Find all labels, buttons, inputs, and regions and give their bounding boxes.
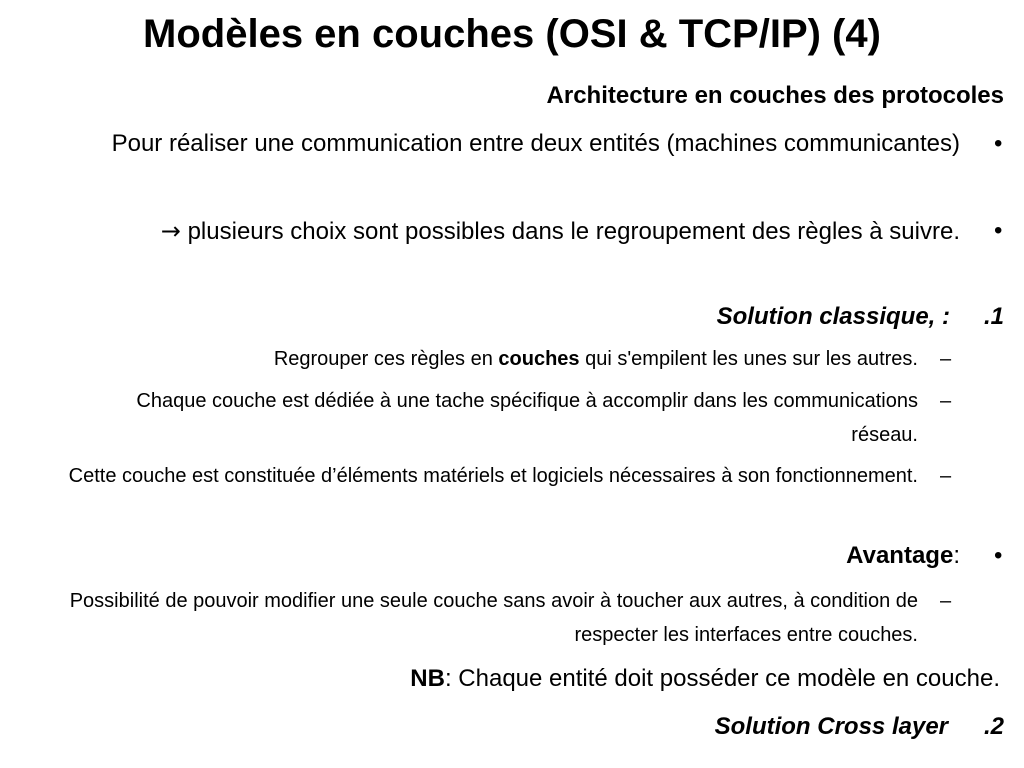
arrow-icon: →	[160, 217, 181, 245]
nb-label: NB	[410, 665, 445, 692]
bullet-marker: •	[994, 130, 1003, 157]
avantage-label: Avantage	[846, 542, 954, 569]
avantage-heading	[846, 536, 960, 576]
bullet-intro-text: Pour réaliser une communication entre deux entités (machines communicantes)	[111, 130, 960, 157]
sub-item-elements: Cette couche est constituée d’éléments matériels et logiciels nécessaires à son fonctionnement.	[68, 465, 918, 487]
bullet-marker: •	[994, 217, 1003, 244]
dash-marker: –	[940, 390, 952, 412]
sub-item-couches-bold: couches	[498, 348, 580, 370]
dash-marker: –	[940, 348, 952, 370]
nb-note	[410, 659, 1000, 699]
bullet-choices	[50, 211, 960, 252]
bullet-choices-text: plusieurs choix sont possibles dans le regroupement des règles à suivre.	[187, 218, 960, 245]
bullet-marker: •	[994, 542, 1003, 569]
subtitle: Architecture en couches des protocoles	[546, 82, 1004, 109]
sub-item-couches-after: qui s'empilent les unes sur les autres.	[579, 348, 918, 370]
solution-classique-label: Solution classique, :	[716, 303, 950, 330]
sub-item-possibilite: Possibilité de pouvoir modifier une seule couche sans avoir à toucher aux autres, à condition de respecter les interfaces entre couches.	[69, 590, 918, 646]
sub-item-couches	[274, 342, 918, 376]
avantage-colon: :	[953, 542, 960, 569]
sub-item-tache: Chaque couche est dédiée à une tache spécifique à accomplir dans les communications réseau.	[136, 390, 918, 446]
nb-text: : Chaque entité doit posséder ce modèle en couche.	[444, 665, 1000, 692]
solution-number-2: .2	[983, 713, 1004, 740]
slide-title: Modèles en couches (OSI & TCP/IP) (4)	[143, 12, 881, 56]
solution-cross-layer-label: Solution Cross layer	[714, 713, 948, 740]
dash-marker: –	[940, 465, 952, 487]
solution-number-1: .1	[983, 303, 1004, 330]
sub-item-couches-before: Regrouper ces règles en	[273, 348, 499, 370]
dash-marker: –	[940, 590, 952, 612]
